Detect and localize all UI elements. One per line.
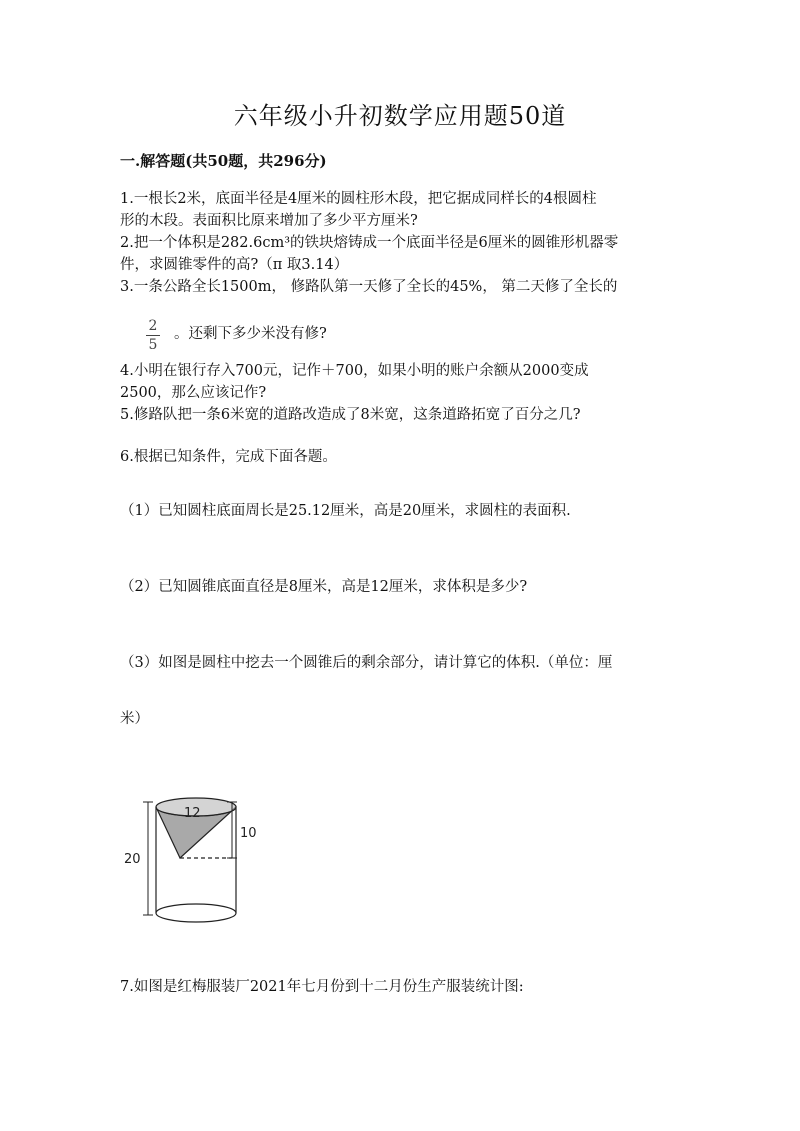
cylinder-cone-figure: [120, 785, 270, 935]
question-6-sub-3-line-1: （3）如图是圆柱中挖去一个圆锥后的剩余部分，请计算它的体积.（单位：厘: [120, 655, 613, 671]
fraction-denominator: 5: [148, 337, 158, 353]
question-6-sub-2: （2）已知圆锥底面直径是8厘米，高是12厘米，求体积是多少?: [120, 579, 528, 595]
question-6-sub-3-line-2: 米）: [120, 711, 149, 727]
label-cone-height: 10: [240, 826, 257, 841]
section-heading: 一.解答题(共50题，共296分): [120, 152, 327, 170]
question-3-line-2: 。还剩下多少米没有修?: [174, 326, 327, 342]
fraction-numerator: 2: [148, 318, 158, 334]
question-6-intro: 6.根据已知条件，完成下面各题。: [120, 449, 337, 465]
fraction-bar: [146, 335, 160, 336]
label-cylinder-height: 20: [124, 852, 141, 867]
question-1-line-1: 1.一根长2米，底面半径是4厘米的圆柱形木段，把它据成同样长的4根圆柱: [120, 191, 597, 207]
question-2-line-2: 件，求圆锥零件的高?（π 取3.14）: [120, 257, 349, 273]
fraction-two-fifths: [146, 318, 160, 353]
cylinder-bottom-ellipse: [156, 904, 236, 922]
label-diameter: 12: [184, 806, 201, 821]
question-4-line-2: 2500，那么应该记作?: [120, 385, 267, 401]
question-7-line-1: 7.如图是红梅服装厂2021年七月份到十二月份生产服装统计图:: [120, 979, 524, 995]
question-3-line-1: 3.一条公路全长1500m， 修路队第一天修了全长的45%， 第二天修了全长的: [120, 279, 618, 295]
page-title: 六年级小升初数学应用题50道: [233, 102, 567, 130]
question-2-line-1: 2.把一个体积是282.6cm³的铁块熔铸成一个底面半径是6厘米的圆锥形机器零: [120, 235, 619, 251]
question-5-line-1: 5.修路队把一条6米宽的道路改造成了8米宽，这条道路拓宽了百分之几?: [120, 407, 581, 423]
question-1-line-2: 形的木段。表面积比原来增加了多少平方厘米?: [120, 213, 418, 229]
question-4-line-1: 4.小明在银行存入700元，记作＋700，如果小明的账户余额从2000变成: [120, 363, 589, 379]
question-6-sub-1: （1）已知圆柱底面周长是25.12厘米，高是20厘米，求圆柱的表面积.: [120, 503, 571, 519]
